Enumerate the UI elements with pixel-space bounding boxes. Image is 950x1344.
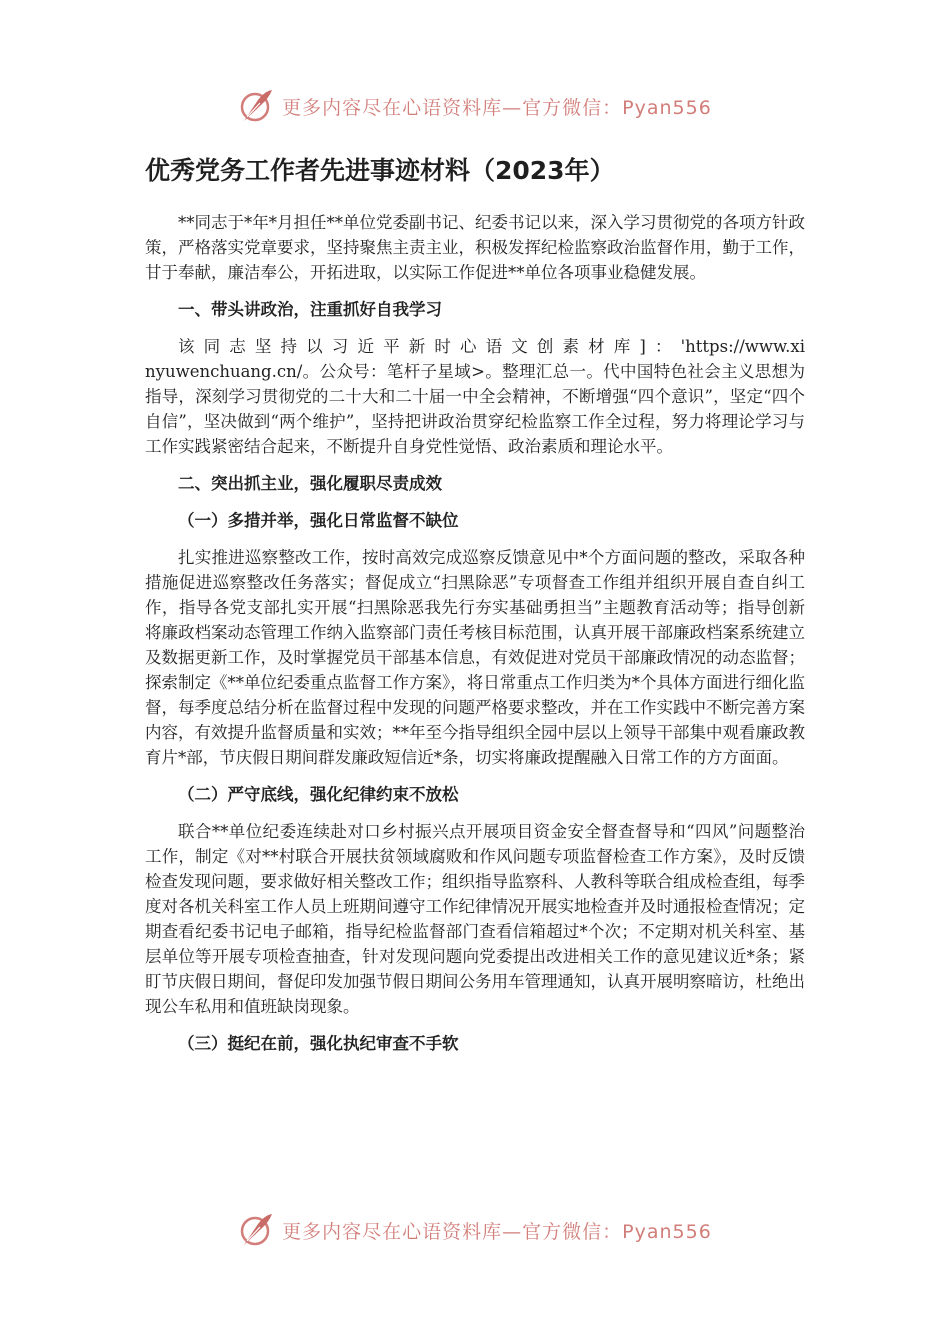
section-heading-1: 一、带头讲政治，注重抓好自我学习 — [178, 300, 442, 319]
section-1-paragraph: 该同志坚持以习近平新时心语文创素材库]：'https://www.xinyuwenchuang.cn/。公众号：笔杆子星域>。整理汇总一。代中国特色社会主义思想为指导，深刻学习贯彻党的二十大和二十届一中全会精神，不断增强“四个意识”，坚定“四个自信”，坚决做到“两个维护”，坚持把讲政治贯穿纪检监察工作全过程，努力将理论学习与工作实践紧密结合起来，不断提升自身党性觉悟、政治素质和理论水平。 — [145, 337, 805, 456]
document-body — [145, 150, 805, 1068]
header-watermark — [0, 86, 950, 126]
footer-watermark — [0, 1210, 950, 1250]
section-heading-2: 二、突出抓主业，强化履职尽责成效 — [178, 474, 442, 493]
subsection-heading-1: （一）多措并举，强化日常监督不缺位 — [178, 511, 459, 530]
intro-paragraph: **同志于*年*月担任**单位党委副书记、纪委书记以来，深入学习贯彻党的各项方针政策，严格落实党章要求，坚持聚焦主责主业，积极发挥纪检监察政治监督作用，勤于工作，甘于奉献，廉洁奉公，开拓进取，以实际工作促进**单位各项事业稳健发展。 — [145, 213, 805, 282]
watermark-text: 更多内容尽在心语资料库—官方微信：Pyan556 — [282, 1220, 712, 1243]
subsection-heading-3: （三）挺纪在前，强化执纪审查不手软 — [178, 1034, 459, 1053]
subsection-2-paragraph: 联合**单位纪委连续赴对口乡村振兴点开展项目资金安全督查督导和“四风”问题整治工作，制定《对**村联合开展扶贫领域腐败和作风问题专项监督检查工作方案》，及时反馈检查发现问题，要求做好相关整改工作；组织指导监察科、人教科等联合组成检查组，每季度对各机关科室工作人员上班期间遵守工作纪律情况开展实地检查并及时通报检查情况；定期查看纪委书记电子邮箱，指导纪检监督部门查看信箱超过*个次；不定期对机关科室、基层单位等开展专项检查抽查，针对发现问题向党委提出改进相关工作的意见建议近*条；紧盯节庆假日期间，督促印发加强节假日期间公务用车管理通知，认真开展明察暗访，杜绝出现公车私用和值班缺岗现象。 — [145, 822, 805, 1016]
watermark-text: 更多内容尽在心语资料库—官方微信：Pyan556 — [282, 96, 712, 119]
subsection-1-paragraph: 扎实推进巡察整改工作，按时高效完成巡察反馈意见中*个方面问题的整改，采取各种措施促进巡察整改任务落实；督促成立“扫黑除恶”专项督查工作组并组织开展自查自纠工作，指导各党支部扎实开展“扫黑除恶我先行夯实基础勇担当”主题教育活动等；指导创新将廉政档案动态管理工作纳入监察部门责任考核目标范围，认真开展干部廉政档案系统建立及数据更新工作，及时掌握党员干部基本信息，有效促进对党员干部廉政情况的动态监督；探索制定《**单位纪委重点监督工作方案》，将日常重点工作归类为*个具体方面进行细化监督，每季度总结分析在监督过程中发现的问题严格要求整改，并在工作实践中不断完善方案内容，有效提升监督质量和实效；**年至今指导组织全园中层以上领导干部集中观看廉政教育片*部，节庆假日期间群发廉政短信近*条，切实将廉政提醒融入日常工作的方方面面。 — [145, 548, 805, 767]
quill-logo-icon — [238, 1212, 274, 1248]
quill-logo-icon — [238, 88, 274, 124]
document-title: 优秀党务工作者先进事迹材料（2023年） — [145, 156, 615, 185]
subsection-heading-2: （二）严守底线，强化纪律约束不放松 — [178, 785, 459, 804]
